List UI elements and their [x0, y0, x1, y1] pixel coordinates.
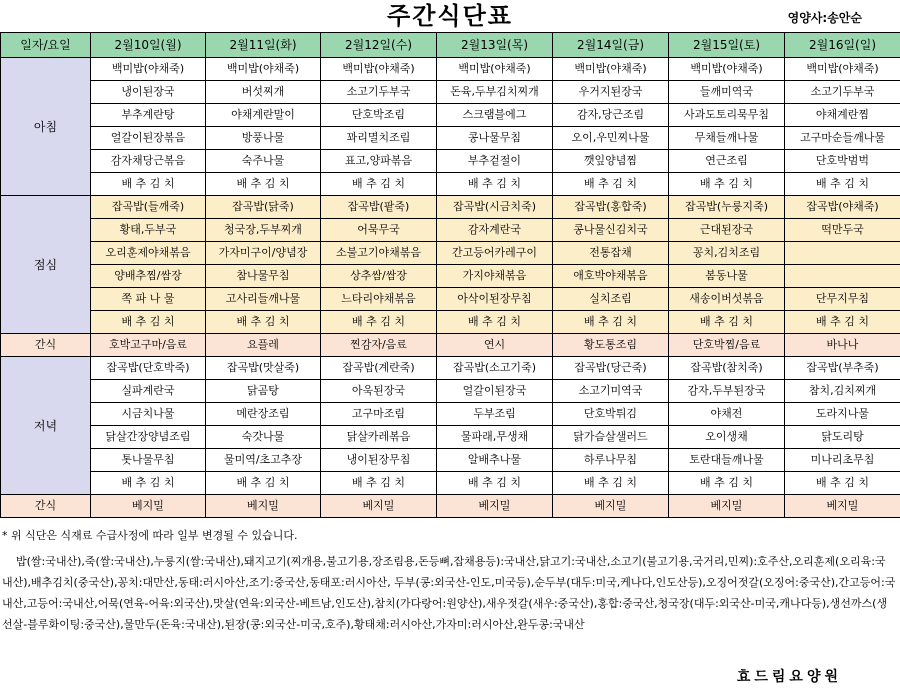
weekly-menu-table	[0, 32, 900, 518]
menu-cell: 토란대들깨나물	[669, 449, 785, 472]
menu-cell: 가자미구이/양념장	[206, 242, 321, 265]
menu-cell: 배 추 김 치	[206, 173, 321, 196]
lunch-row	[1, 196, 900, 219]
menu-cell: 잡곡밥(참치죽)	[669, 357, 785, 380]
menu-cell: 간고등어카레구이	[437, 242, 553, 265]
menu-cell: 시금치나물	[91, 403, 206, 426]
snack-cell: 베지밀	[437, 495, 553, 518]
menu-cell: 잡곡밥(누룽지죽)	[669, 196, 785, 219]
menu-cell: 배 추 김 치	[553, 173, 669, 196]
menu-cell: 표고,양파볶음	[321, 150, 437, 173]
meal-label-lunch: 점심	[1, 196, 91, 334]
menu-cell: 우거지된장국	[553, 81, 669, 104]
menu-cell: 얼갈이된장국	[437, 380, 553, 403]
snack-cell: 찐감자/음료	[321, 334, 437, 357]
facility-name: 효드림요양원	[736, 669, 842, 685]
menu-cell: 배 추 김 치	[785, 311, 900, 334]
menu-cell: 고구마순들깨나물	[785, 127, 900, 150]
menu-cell: 메란장조림	[206, 403, 321, 426]
dinner-row	[1, 357, 900, 380]
menu-cell: 닭가슴살샐러드	[553, 426, 669, 449]
menu-cell: 숙갓나물	[206, 426, 321, 449]
menu-cell: 백미밥(야채죽)	[321, 58, 437, 81]
menu-cell: 배 추 김 치	[785, 472, 900, 495]
snack-row	[1, 334, 900, 357]
dinner-row	[1, 449, 900, 472]
menu-cell: 단호박조림	[321, 104, 437, 127]
header	[0, 0, 900, 32]
snack-cell: 바나나	[785, 334, 900, 357]
menu-cell: 배 추 김 치	[206, 311, 321, 334]
menu-cell: 백미밥(야채죽)	[669, 58, 785, 81]
breakfast-row	[1, 127, 900, 150]
menu-cell: 닭곰탕	[206, 380, 321, 403]
day-header: 2월15일(토)	[669, 33, 785, 58]
menu-cell: 잡곡밥(소고기죽)	[437, 357, 553, 380]
menu-cell: 콩나물무침	[437, 127, 553, 150]
lunch-row	[1, 265, 900, 288]
menu-cell: 배 추 김 치	[669, 173, 785, 196]
notice-text: * 위 식단은 식재료 수급사정에 따라 일부 변경될 수 있습니다.	[2, 529, 298, 542]
snack-cell: 베지밀	[669, 495, 785, 518]
nutritionist-label: 영양사:송안순	[787, 11, 862, 25]
menu-cell: 오리훈제야채볶음	[91, 242, 206, 265]
menu-cell: 배 추 김 치	[669, 311, 785, 334]
menu-cell: 배 추 김 치	[321, 173, 437, 196]
dinner-row	[1, 380, 900, 403]
menu-cell: 잡곡밥(홍합죽)	[553, 196, 669, 219]
menu-cell: 백미밥(야채죽)	[437, 58, 553, 81]
menu-cell: 참나물무침	[206, 265, 321, 288]
menu-cell: 배 추 김 치	[206, 472, 321, 495]
menu-cell: 배 추 김 치	[785, 173, 900, 196]
menu-cell: 고구마조림	[321, 403, 437, 426]
meal-label-snack: 간식	[1, 334, 91, 357]
menu-cell: 꽈리멸치조림	[321, 127, 437, 150]
meal-label-breakfast: 아침	[1, 58, 91, 196]
menu-cell: 잡곡밥(시금치죽)	[437, 196, 553, 219]
menu-cell: 아삭이된장무침	[437, 288, 553, 311]
menu-cell: 느타리야채볶음	[321, 288, 437, 311]
day-header: 2월13일(목)	[437, 33, 553, 58]
menu-cell: 감자,두부된장국	[669, 380, 785, 403]
breakfast-row	[1, 104, 900, 127]
menu-cell: 잡곡밥(당근죽)	[553, 357, 669, 380]
menu-cell: 콩나물신김치국	[553, 219, 669, 242]
menu-cell: 소고기두부국	[321, 81, 437, 104]
menu-cell: 배 추 김 치	[91, 311, 206, 334]
menu-cell: 상추쌈/쌈장	[321, 265, 437, 288]
menu-cell: 배 추 김 치	[91, 173, 206, 196]
menu-cell: 방풍나물	[206, 127, 321, 150]
menu-cell: 어묵무국	[321, 219, 437, 242]
snack-cell: 호박고구마/음료	[91, 334, 206, 357]
menu-cell: 사과도토리묵무침	[669, 104, 785, 127]
lunch-row	[1, 311, 900, 334]
menu-cell: 소고기두부국	[785, 81, 900, 104]
day-header: 2월10일(월)	[91, 33, 206, 58]
menu-cell: 고사리들깨나물	[206, 288, 321, 311]
snack-cell: 베지밀	[206, 495, 321, 518]
dinner-row	[1, 472, 900, 495]
menu-cell: 부추계란탕	[91, 104, 206, 127]
menu-cell: 배 추 김 치	[321, 311, 437, 334]
menu-cell: 오이,우민찌나물	[553, 127, 669, 150]
page-title: 주간식단표	[387, 2, 513, 30]
menu-cell: 소불고기야채볶음	[321, 242, 437, 265]
menu-cell: 청국장,두부찌개	[206, 219, 321, 242]
menu-cell: 닭살간장양념조림	[91, 426, 206, 449]
menu-cell: 감자계란국	[437, 219, 553, 242]
menu-cell: 잡곡밥(맛살죽)	[206, 357, 321, 380]
menu-cell: 배 추 김 치	[321, 472, 437, 495]
menu-cell: 가지야채볶음	[437, 265, 553, 288]
menu-cell: 스크램블에그	[437, 104, 553, 127]
origin-info: 밥(쌀:국내산),죽(쌀:국내산),누룽지(쌀:국내산),돼지고기(찌개용,불고기용,장조림용,돈등뼈,잡채용등):국내산,닭고기:국내산,소고기(불고기용,국거리,민찌):호주산,오리훈제(오리육:국내산),배추김치(중국산),꽁치:대만산,동태:러시아산,조기:중국산,동태포:러시아산, 두부(콩:외국산-인도,미국등),순두부(대두:미국,케나다,인도산등),오징어젓갈(오징어:중국산),간고등어:국내산,고등어:국내산,어묵(연육-어육:외국산),맛살(연육:외국산-베트남,인도산),참치(가다랑어:원양산),새우젓갈(새우:중국산),홍합:중국산,청국장(대두:외국산-미국,캐나다등),생선까스(생선살-블루화이팅:중국산),물만두(돈육:국내산),된장(콩:외국산-미국,호주),황태채:러시아산,가자미:러시아산,완두콩:국내산	[2, 555, 896, 631]
menu-cell: 떡만두국	[785, 219, 900, 242]
menu-cell: 백미밥(야채죽)	[206, 58, 321, 81]
menu-cell: 꽁치,김치조림	[669, 242, 785, 265]
menu-cell: 잡곡밥(단호박죽)	[91, 357, 206, 380]
menu-cell: 백미밥(야채죽)	[785, 58, 900, 81]
breakfast-row	[1, 173, 900, 196]
day-header: 2월12일(수)	[321, 33, 437, 58]
menu-cell: 도라지나물	[785, 403, 900, 426]
snack-cell: 베지밀	[321, 495, 437, 518]
menu-cell: 황태,두부국	[91, 219, 206, 242]
day-header: 2월14일(금)	[553, 33, 669, 58]
menu-cell: 배 추 김 치	[553, 311, 669, 334]
snack-cell: 베지밀	[785, 495, 900, 518]
menu-cell: 감자,당근조림	[553, 104, 669, 127]
menu-cell: 실치조림	[553, 288, 669, 311]
menu-cell: 무채들깨나물	[669, 127, 785, 150]
day-header-row	[1, 33, 900, 58]
snack-cell: 단호박찜/음료	[669, 334, 785, 357]
menu-cell: 물미역/초고추장	[206, 449, 321, 472]
menu-cell: 봄동나물	[669, 265, 785, 288]
menu-cell: 백미밥(야채죽)	[91, 58, 206, 81]
menu-cell: 잡곡밥(부추죽)	[785, 357, 900, 380]
meal-label-snack2: 간식	[1, 495, 91, 518]
meal-label-dinner: 저녁	[1, 357, 91, 495]
menu-cell	[785, 265, 900, 288]
menu-cell: 하루나무침	[553, 449, 669, 472]
menu-cell: 단무지무침	[785, 288, 900, 311]
menu-cell: 배 추 김 치	[437, 311, 553, 334]
menu-cell: 알배추나물	[437, 449, 553, 472]
menu-cell: 냉이된장국	[91, 81, 206, 104]
menu-cell: 백미밥(야채죽)	[553, 58, 669, 81]
menu-cell: 야채계란말이	[206, 104, 321, 127]
menu-cell: 참치,김치찌개	[785, 380, 900, 403]
day-header: 2월16일(일)	[785, 33, 900, 58]
menu-cell: 잡곡밥(팥죽)	[321, 196, 437, 219]
menu-cell: 버섯찌개	[206, 81, 321, 104]
menu-cell: 배 추 김 치	[437, 173, 553, 196]
menu-cell: 야채계란찜	[785, 104, 900, 127]
menu-cell: 야채전	[669, 403, 785, 426]
menu-cell: 애호박야채볶음	[553, 265, 669, 288]
dinner-row	[1, 426, 900, 449]
corner-cell: 일자/요일	[1, 33, 91, 58]
menu-cell: 닭살카레볶음	[321, 426, 437, 449]
menu-cell: 미나리초무침	[785, 449, 900, 472]
menu-cell: 잡곡밥(계란죽)	[321, 357, 437, 380]
snack-cell: 연시	[437, 334, 553, 357]
menu-cell: 잡곡밥(들깨죽)	[91, 196, 206, 219]
snack-cell: 황도통조림	[553, 334, 669, 357]
menu-cell: 얼갈이된장볶음	[91, 127, 206, 150]
menu-cell: 근대된장국	[669, 219, 785, 242]
dinner-row	[1, 403, 900, 426]
breakfast-row	[1, 58, 900, 81]
menu-cell: 배 추 김 치	[669, 472, 785, 495]
breakfast-row	[1, 81, 900, 104]
menu-cell: 두부조림	[437, 403, 553, 426]
lunch-row	[1, 288, 900, 311]
menu-cell: 잡곡밥(닭죽)	[206, 196, 321, 219]
menu-cell: 아욱된장국	[321, 380, 437, 403]
menu-cell: 배 추 김 치	[553, 472, 669, 495]
menu-cell: 배 추 김 치	[91, 472, 206, 495]
menu-cell: 전통잡채	[553, 242, 669, 265]
menu-cell: 소고기미역국	[553, 380, 669, 403]
menu-cell: 새송이버섯볶음	[669, 288, 785, 311]
lunch-row	[1, 219, 900, 242]
menu-cell: 배 추 김 치	[437, 472, 553, 495]
menu-cell: 오이생채	[669, 426, 785, 449]
snack-cell: 요플레	[206, 334, 321, 357]
menu-cell: 연근조림	[669, 150, 785, 173]
menu-cell: 들깨미역국	[669, 81, 785, 104]
menu-cell: 양배추찜/쌈장	[91, 265, 206, 288]
menu-cell: 쪽 파 나 물	[91, 288, 206, 311]
menu-cell: 톳나물무침	[91, 449, 206, 472]
snack-cell: 베지밀	[553, 495, 669, 518]
menu-cell: 물파래,무생채	[437, 426, 553, 449]
menu-cell: 단호박튀김	[553, 403, 669, 426]
menu-cell: 닭도리탕	[785, 426, 900, 449]
menu-cell: 냉이된장무침	[321, 449, 437, 472]
menu-cell: 숙주나물	[206, 150, 321, 173]
menu-cell: 실파계란국	[91, 380, 206, 403]
lunch-row	[1, 242, 900, 265]
menu-cell: 잡곡밥(야채죽)	[785, 196, 900, 219]
snack2-row	[1, 495, 900, 518]
snack-cell: 베지밀	[91, 495, 206, 518]
breakfast-row	[1, 150, 900, 173]
menu-cell: 부추겉절이	[437, 150, 553, 173]
day-header: 2월11일(화)	[206, 33, 321, 58]
menu-cell: 감자채당근볶음	[91, 150, 206, 173]
menu-cell: 돈육,두부김치찌개	[437, 81, 553, 104]
menu-cell	[785, 242, 900, 265]
menu-cell: 깻잎양념찜	[553, 150, 669, 173]
menu-cell: 단호박범벅	[785, 150, 900, 173]
